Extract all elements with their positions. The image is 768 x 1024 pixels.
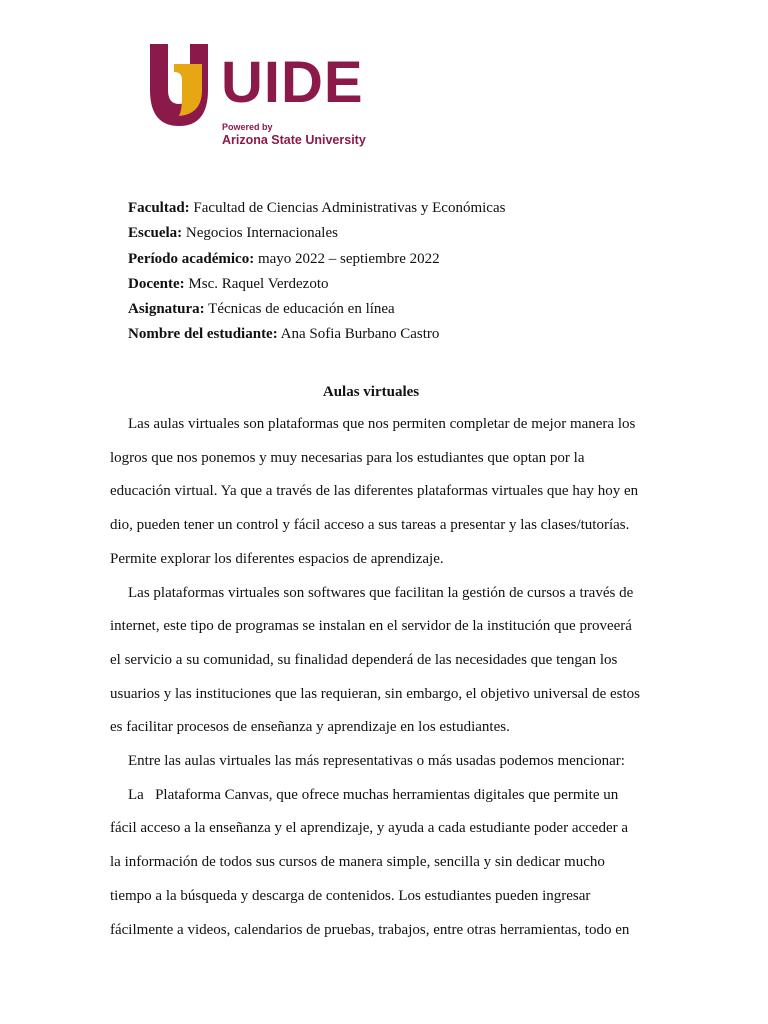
text-line: internet, este tipo de programas se instalan en el servidor de la institución que proveerá: [110, 618, 632, 635]
meta-label: Escuela:: [128, 225, 183, 242]
paragraph: [110, 779, 658, 948]
meta-value: Técnicas de educación en línea: [204, 301, 395, 318]
text-line: el servicio a su comunidad, su finalidad dependerá de las necesidades que tengan los: [110, 651, 618, 668]
text-line: Las aulas virtuales son plataformas que nos permiten completar de mejor manera los: [128, 416, 636, 432]
paragraph: [110, 577, 658, 746]
text-line: logros que nos ponemos y muy necesarias para los estudiantes que optan por la: [110, 449, 585, 466]
paragraph: [110, 745, 658, 779]
text-line: usuarios y las instituciones que las requieran, sin embargo, el objetivo universal de estos: [110, 685, 641, 702]
text-line: tiempo a la búsqueda y descarga de contenidos. Los estudiantes pueden ingresar: [110, 887, 591, 904]
meta-value: mayo 2022 – septiembre 2022: [254, 250, 440, 267]
meta-row-student: [128, 322, 505, 347]
uide-u-emblem-icon: [146, 44, 212, 126]
text-line: educación virtual. Ya que a través de las diferentes plataformas virtuales que hay hoy en: [110, 483, 639, 500]
text-line: dio, pueden tener un control y fácil acceso a sus tareas a presentar y las clases/tutorías.: [110, 517, 630, 534]
text-line: fácil acceso a la enseñanza y el aprendizaje, y ayuda a cada estudiante poder acceder a: [110, 820, 629, 837]
text-line: La Plataforma Canvas, que ofrece muchas herramientas digitales que permite un: [128, 786, 619, 803]
meta-label: Asignatura:: [128, 301, 205, 318]
meta-row-school: [128, 221, 505, 246]
meta-value: Ana Sofia Burbano Castro: [277, 326, 440, 343]
uide-logo: [146, 44, 378, 150]
document-body: [110, 408, 658, 947]
meta-row-subject: [128, 297, 505, 322]
meta-label: Período académico:: [128, 250, 255, 267]
logo-powered-by: Powered by: [222, 122, 273, 132]
logo-partner: Arizona State University: [222, 133, 366, 147]
meta-label: Facultad:: [128, 200, 190, 216]
text-line: es facilitar procesos de enseñanza y aprendizaje en los estudiantes.: [110, 719, 510, 736]
logo-wordmark: UIDE: [221, 50, 364, 115]
document-metadata: [128, 196, 505, 348]
paragraph: [110, 408, 658, 577]
meta-label: Docente:: [128, 275, 185, 292]
text-line: fácilmente a videos, calendarios de pruebas, trabajos, entre otras herramientas, todo en: [110, 921, 630, 938]
text-line: Entre las aulas virtuales las más representativas o más usadas podemos mencionar:: [128, 753, 625, 770]
text-line: Permite explorar los diferentes espacios de aprendizaje.: [110, 550, 444, 567]
meta-row-period: [128, 247, 505, 272]
meta-value: Negocios Internacionales: [182, 225, 338, 242]
document-title: Aulas virtuales: [322, 384, 420, 400]
text-line: la información de todos sus cursos de manera simple, sencilla y sin dedicar mucho: [110, 854, 605, 871]
meta-row-faculty: [128, 196, 505, 221]
meta-value: Facultad de Ciencias Administrativas y Económicas: [189, 200, 506, 216]
text-line: Las plataformas virtuales son softwares que facilitan la gestión de cursos a través de: [128, 584, 634, 601]
meta-label: Nombre del estudiante:: [128, 326, 278, 343]
meta-row-teacher: [128, 272, 505, 297]
meta-value: Msc. Raquel Verdezoto: [184, 275, 329, 292]
